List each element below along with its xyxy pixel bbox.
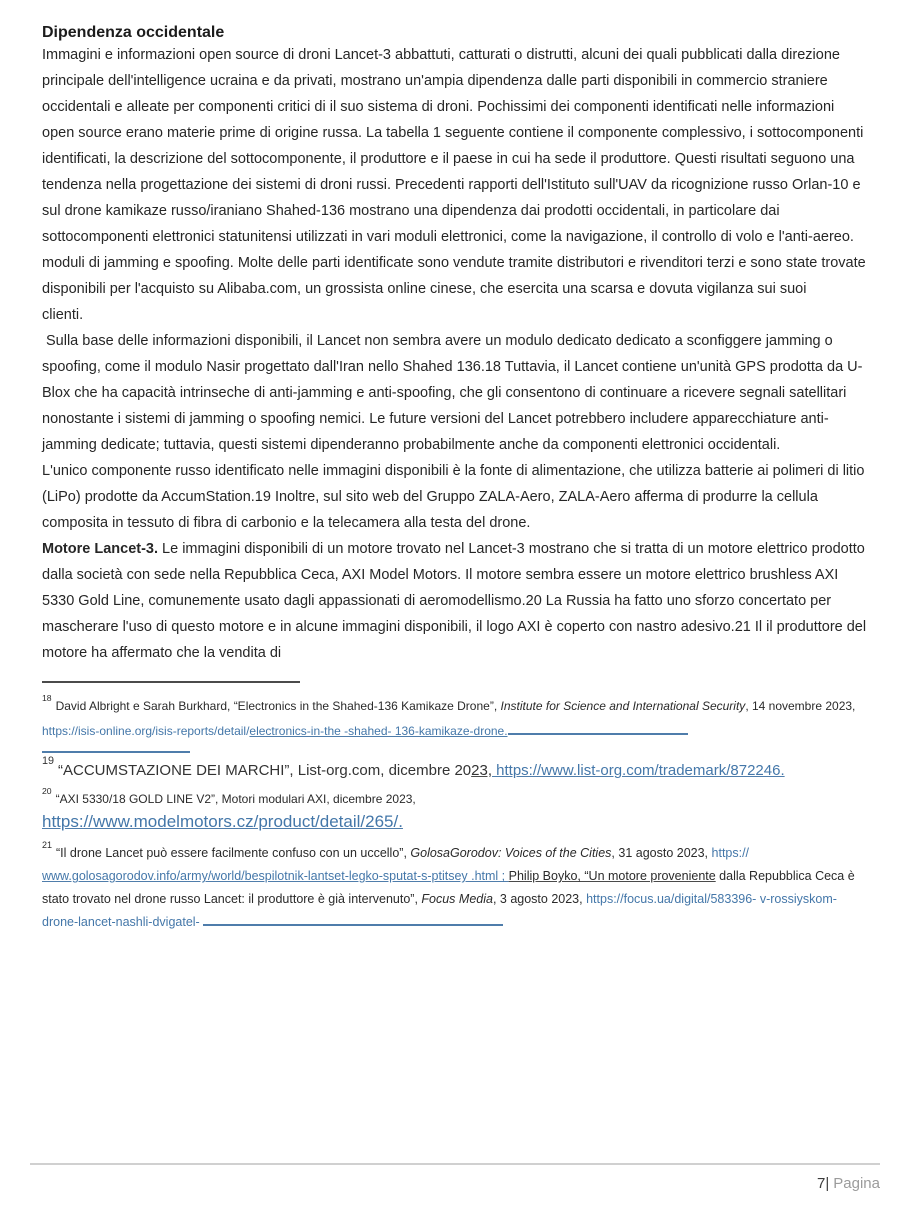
footnote-19-marker: 19 (42, 755, 55, 768)
footnote-21-text-continued: dalla Repubblica Ceca è stato trovato nel drone russo Lancet: il produttore è già intervenuto”, (42, 869, 855, 907)
page-footer (30, 1163, 880, 1192)
footnote-18 (42, 690, 868, 744)
footnote-19 (42, 755, 868, 782)
footer-rule (30, 1163, 880, 1165)
paragraph-dependence-overview: Immagini e informazioni open source di droni Lancet-3 abbattuti, catturati o distrutti, alcuni dei quali pubblicati dalla direzione principale dell'intelligence ucraina e da privati, mostrano un'ampia dipendenza dalle parti disponibili in commercio straniere occidentali e alleate per componenti critici di il suo sistema di droni. Pochissimi dei componenti identificati nelle informazioni open source erano materie prime di origine russa. La tabella 1 seguente contiene il componente complessivo, i sottocomponenti identificati, la descrizione del sottocomponente, il produttore e il paese in cui ha sede il produttore. Questi risultati seguono una tendenza nella progettazione dei sistemi di droni russi. Precedenti rapporti dell'Istituto sull'UAV da ricognizione russo Orlan-10 e sul drone kamikaze russo/iraniano Shahed-136 mostrano una dipendenza dai prodotti occidentali, in particolare dai sottocomponenti elettronici statunitensi utilizzati in vari moduli elettronici, come la navigazione, il controllo di volo e l'anti-aereo. moduli di jamming e spoofing. Molte delle parti identificate sono vendute tramite distributori e rivenditori terzi e sono state trovate disponibili per l'acquisto su Alibaba.com, un grossista online cinese, che esercita una scarsa e dovuta vigilanza sui suoi (42, 47, 866, 297)
footnote-18-date: , 14 novembre 2023, (745, 699, 856, 713)
paragraph-motore-lancet-text: Le immagini disponibili di un motore trovato nel Lancet-3 mostrano che si tratta di un motore elettrico prodotto dalla società con sede nella Repubblica Ceca, AXI Model Motors. Il motore sembra essere un motore elettrico brushless AXI 5330 Gold Line, comunemente usato dagli appassionati di aeromodellismo.20 La Russia ha fatto uno sforzo concertato per mascherare l'uso di questo motore e in alcune immagini disponibili, il logo AXI è coperto con nastro adesivo.21 Il il produttore del motore ha affermato che la vendita di (42, 541, 867, 661)
footnote-18-text: David Albright e Sarah Burkhard, “Electronics in the Shahed-136 Kamikaze Drone”, (55, 699, 501, 713)
footnote-18-link-underline-extension (508, 723, 688, 735)
page-number-label: Pagina (833, 1175, 880, 1192)
footnote-21-link1[interactable]: www.golosagorodov.info/army/world/bespilotnik-lantset-legko-sputat-s-ptitsey .html ; (42, 869, 509, 884)
footnote-21-link2[interactable]: https://focus.ua/digital/583396- v-rossiyskom- drone-lancet-nashli-dvigatel- (42, 892, 837, 930)
footnote-18-link-prefix[interactable]: https://isis-online.org/isis-reports/detail/ (42, 724, 250, 738)
footnote-21-source2-italic: Focus Media (421, 892, 493, 907)
footnote-20-link-line (42, 809, 868, 834)
paragraph-lead-motore-lancet: Motore Lancet-3. (42, 541, 159, 557)
footnote-20-text: “AXI 5330/18 GOLD LINE V2”, Motori modulari AXI, dicembre 2023, (55, 792, 416, 806)
footnote-18-marker: 18 (42, 693, 52, 704)
paragraph-jamming-spoofing: Sulla base delle informazioni disponibili, il Lancet non sembra avere un modulo dedicato dedicato a sconfiggere jamming o spoofing, come il modulo Nasir progettato dall'Iran nello Shahed 136.18 Tuttavia, il Lancet contiene un'unità GPS prodotta da U-Blox che ha capacità intrinseche di anti-jamming e anti-spoofing, che gli consentono di continuare a ricevere segnali satellitari nonostante i sistemi di jamming o spoofing nemici. Le future versioni del Lancet potrebbero includere apparecchiature anti-jamming dedicate; tuttavia, questi sistemi dipenderanno probabilmente anche da componenti elettronici occidentali. (42, 333, 863, 453)
footnote-19-link[interactable]: https://www.list-org.com/trademark/872246. (492, 762, 785, 779)
footnote-18-link[interactable]: electronics-in-the -shahed- 136-kamikaze-drone. (249, 724, 508, 738)
footnote-19-text: “ACCUMSTAZIONE DEI MARCHI”, List-org.com, dicembre 20 (58, 762, 472, 779)
footnote-20-link[interactable]: https://www.modelmotors.cz/product/detail/265/. (42, 812, 403, 831)
paragraph-motore-lancet (42, 536, 868, 666)
paragraph-russian-component: L'unico componente russo identificato nelle immagini disponibili è la fonte di alimentazione, che utilizza batterie ai polimeri di litio (LiPo) prodotte da AccumStation.19 Inoltre, sul sito web del Gruppo ZALA-Aero, ZALA-Aero afferma di produrre la cellula composita in tessuto di fibra di carbonio e la telecamera alla testa del drone. (42, 463, 865, 531)
page-number-value: 7| (817, 1175, 830, 1192)
footnote-18-source-italic: Institute for Science and International Security (500, 699, 746, 713)
footnote-21-text: “Il drone Lancet può essere facilmente confuso con un uccello”, (56, 846, 411, 861)
footnote-19-underlined-year: 23, (471, 762, 492, 779)
footnote-21-link1-prefix[interactable]: https:// (711, 846, 750, 861)
footnote-21-link-underline-extension (203, 914, 503, 927)
page-number (30, 1175, 880, 1192)
footnote-20 (42, 785, 868, 809)
footnote-21 (42, 838, 868, 934)
page-title: Dipendenza occidentale (42, 24, 225, 41)
footnote-21-date1: , 31 agosto 2023, (611, 846, 712, 861)
footnote-21-marker: 21 (42, 839, 53, 850)
footnote-21-date2: , 3 agosto 2023, (492, 892, 587, 907)
footnote-21-underlined-author: Philip Boyko, “Un motore proveniente (508, 869, 716, 884)
paragraph-clienti: clienti. (42, 307, 84, 323)
footnote-20-marker: 20 (42, 786, 52, 797)
footnote-19-underline-fragment (42, 751, 190, 753)
footnote-21-source1-italic: GolosaGorodov: Voices of the Cities (410, 846, 612, 861)
footnote-separator-line (42, 681, 300, 683)
